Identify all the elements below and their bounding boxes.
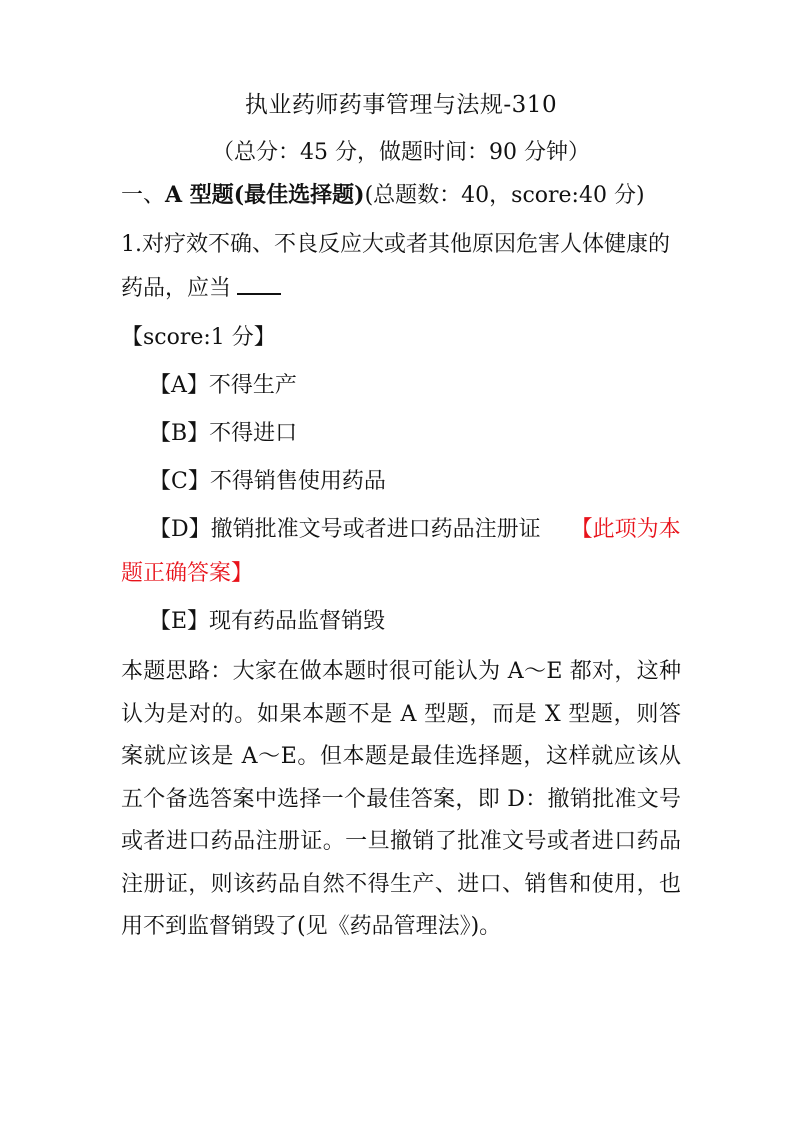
section-heading bbox=[121, 180, 681, 211]
option-d bbox=[121, 508, 681, 596]
option-a: 【A】不得生产 bbox=[149, 373, 297, 398]
question-stem bbox=[121, 223, 681, 311]
option-d-label: 【D】撤销批准文号或者进口药品注册证 bbox=[149, 517, 541, 542]
answer-analysis: 本题思路：大家在做本题时很可能认为 A～E 都对，这种认为是对的。如果本题不是 A 型题，而是 X 型题，则答案就应该是 A～E。但本题是最佳选择题，这样就应该从五个备选答案中选择一个最佳答案，即 D：撤销批准文号或者进口药品注册证。一旦撤销了批准文号或者进口药品注册证，则该药品自然不得生产、进口、销售和使用，也用不到监督销毁了(见《药品管理法》)。 bbox=[121, 659, 681, 939]
question-stem-text: 1.对疗效不确、不良反应大或者其他原因危害人体健康的药品，应当 bbox=[121, 232, 670, 301]
section-detail: (总题数：40，score:40 分) bbox=[364, 183, 645, 208]
section-prefix: 一、 bbox=[121, 183, 166, 208]
section-name: A 型题(最佳选择题) bbox=[165, 182, 365, 208]
page-title: 执业药师药事管理与法规-310 bbox=[244, 92, 558, 118]
question-score: 【score:1 分】 bbox=[121, 325, 276, 350]
answer-blank bbox=[237, 271, 281, 295]
exam-page bbox=[121, 90, 681, 949]
correct-answer-mark: 【此项为本题正确答案】 bbox=[121, 517, 681, 586]
option-e: 【E】现有药品监督销毁 bbox=[149, 609, 386, 634]
exam-summary: （总分：45 分，做题时间：90 分钟） bbox=[212, 140, 590, 165]
option-b: 【B】不得进口 bbox=[149, 421, 298, 446]
option-c: 【C】不得销售使用药品 bbox=[149, 469, 386, 494]
